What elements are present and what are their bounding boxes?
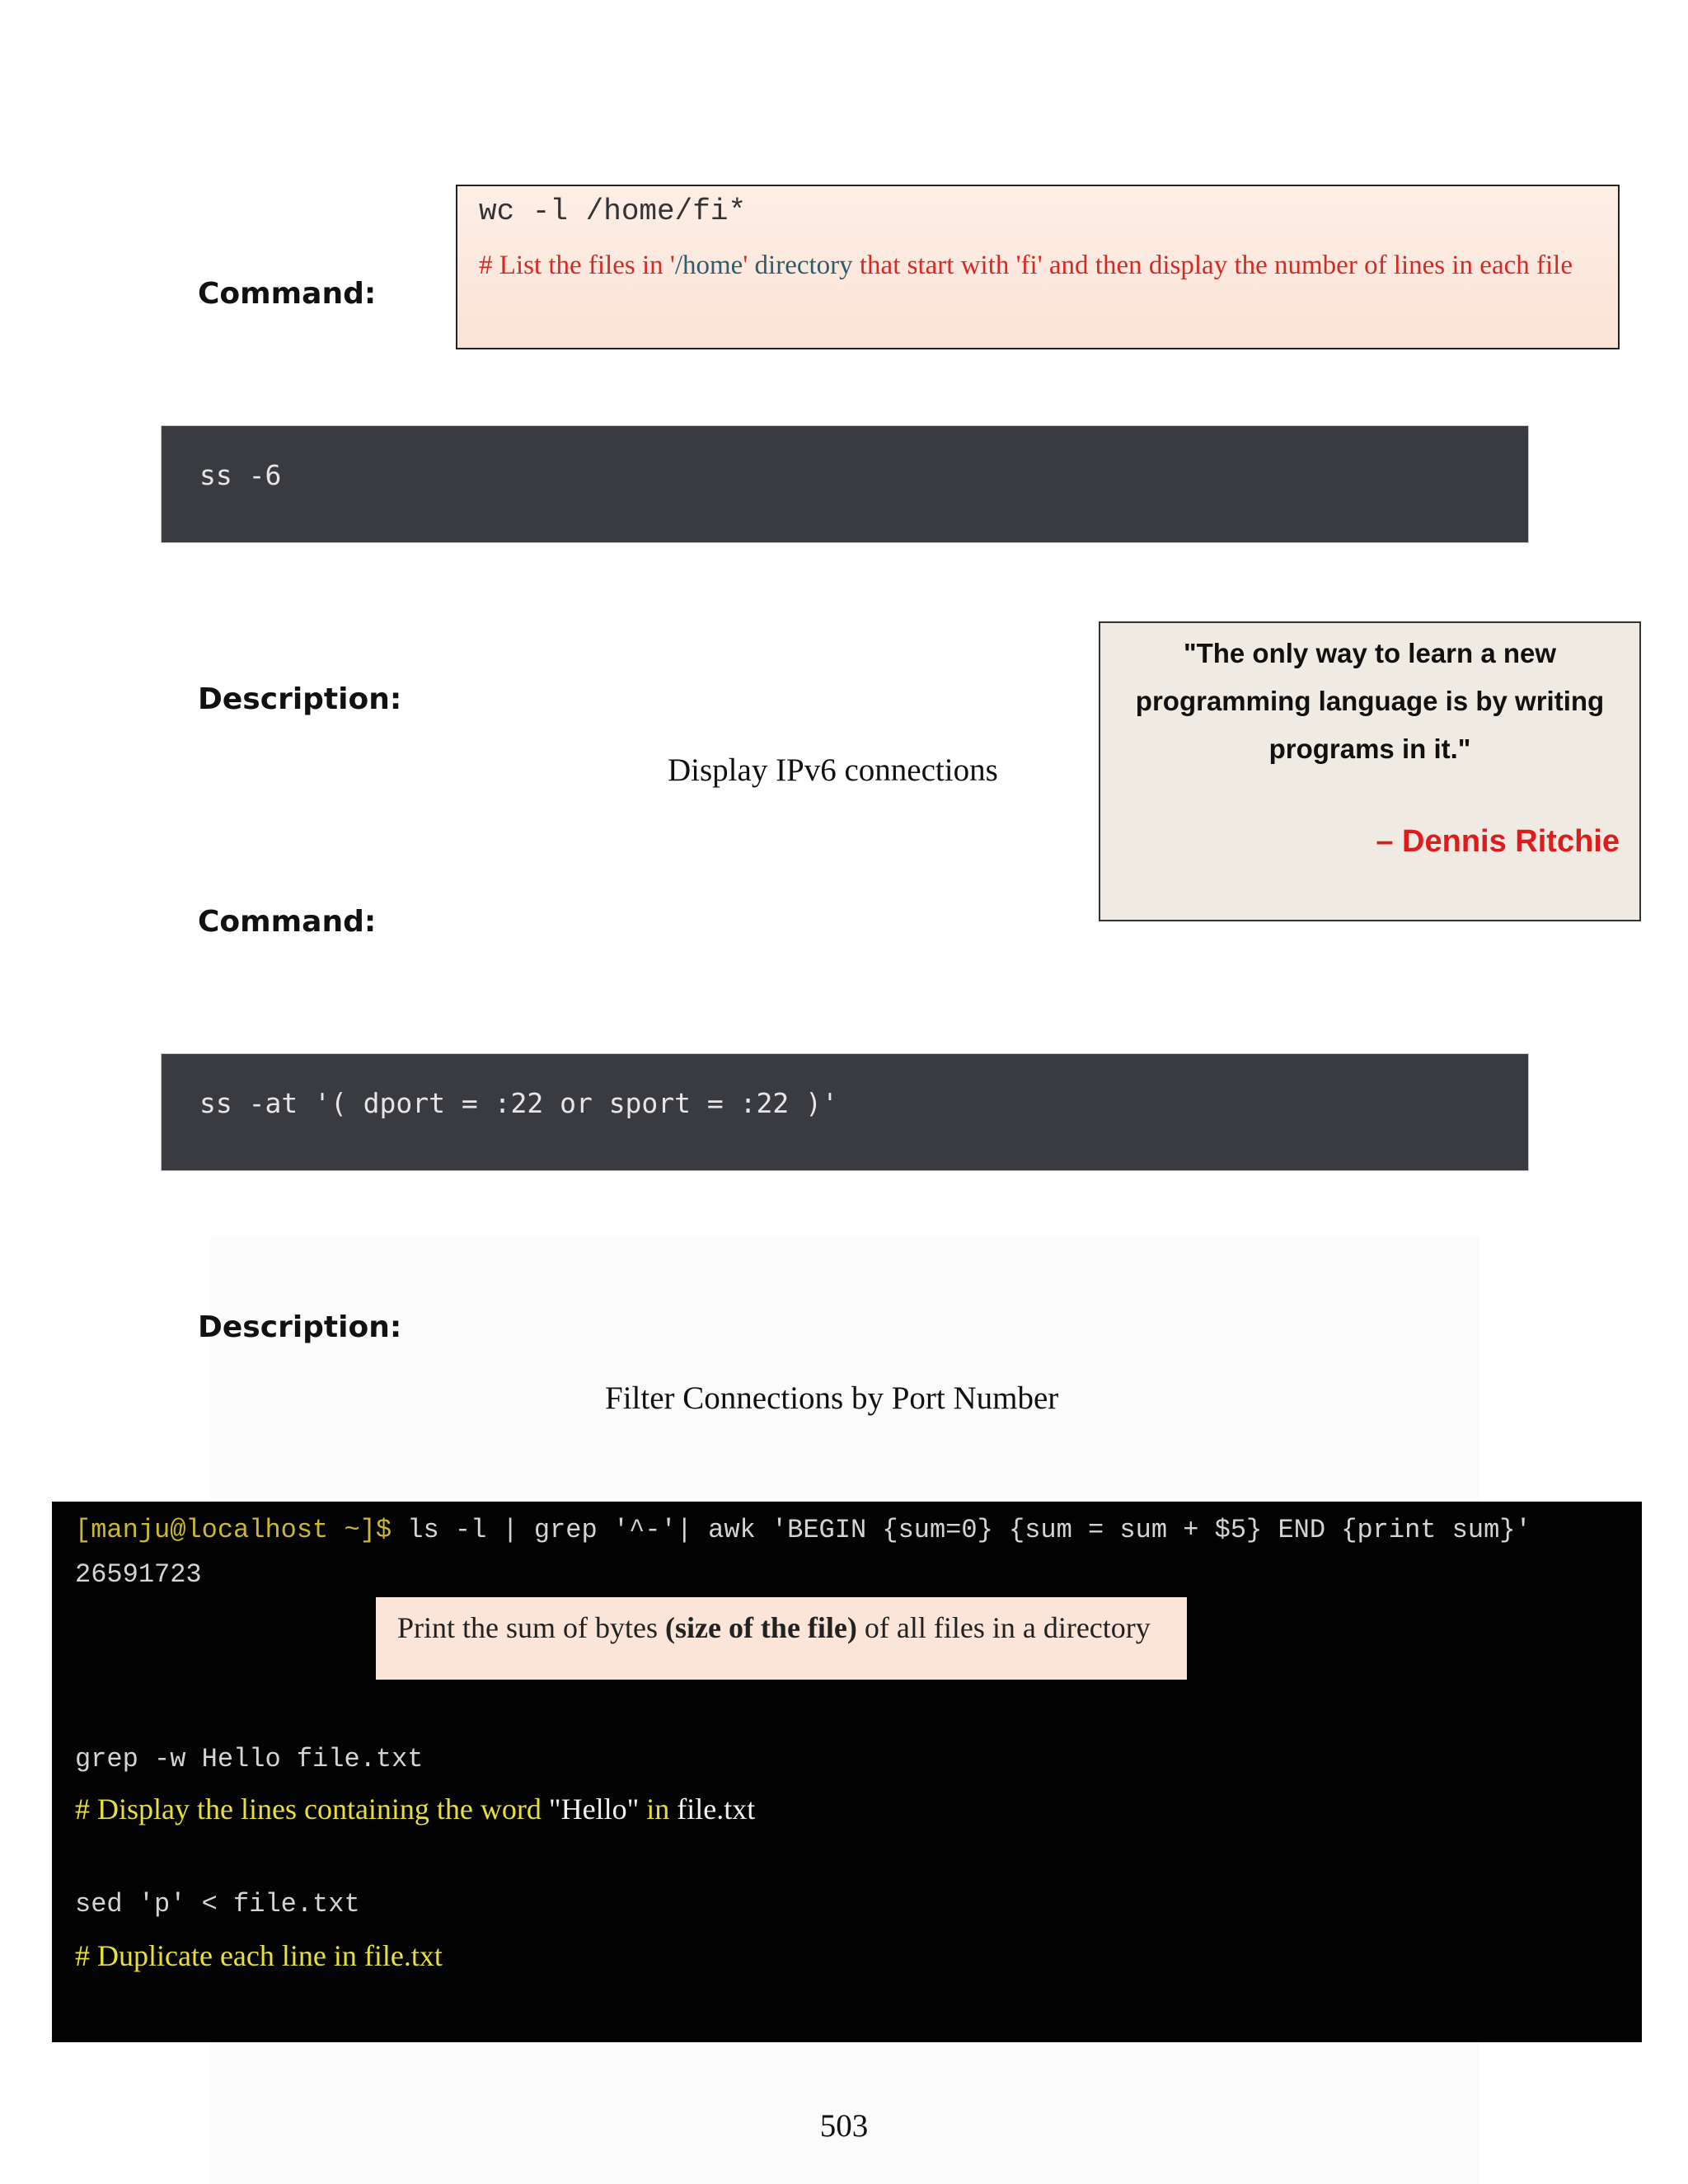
code-block-ipv6: [161, 425, 1529, 543]
sed-comment: # Duplicate each line in file.txt: [75, 1939, 443, 1972]
grep-command: grep -w Hello file.txt: [75, 1744, 424, 1774]
command-label-1: Command:: [198, 277, 377, 311]
description-label-1: Description:: [198, 682, 402, 716]
description-text-1: Display IPv6 connections: [668, 752, 998, 788]
terminal-note: Print the sum of bytes (size of the file) of all files in a directory: [376, 1597, 1187, 1680]
command-box: [456, 185, 1620, 349]
quote-box: [1099, 621, 1641, 921]
command-comment: # List the files in '/home' directory that start with 'fi' and then display the number of lines in each file: [479, 251, 1573, 280]
grep-comment: # Display the lines containing the word "Hello" in file.txt: [75, 1793, 756, 1825]
quote-text: "The only way to learn a new programming language is by writing programs in it.": [1135, 638, 1605, 764]
description-text-2: Filter Connections by Port Number: [605, 1380, 1059, 1416]
sed-command: sed 'p' < file.txt: [75, 1889, 360, 1919]
quote-author: – Dennis Ritchie: [1376, 824, 1620, 859]
code-text: ss -at '( dport = :22 or sport = :22 )': [199, 1087, 838, 1119]
terminal-block: [52, 1502, 1642, 2042]
terminal-command-line: [manju@localhost ~]$ ls -l | grep '^-'| awk 'BEGIN {sum=0} {sum = sum + $5} END {print sum}': [75, 1515, 1531, 1545]
page-number: 503: [819, 2108, 869, 2144]
terminal-output: 26591723: [75, 1559, 202, 1590]
command-label-2: Command:: [198, 905, 377, 939]
description-label-2: Description:: [198, 1310, 402, 1344]
code-text: ss -6: [199, 459, 282, 491]
code-block-port: [161, 1053, 1529, 1171]
command-text: wc -l /home/fi*: [479, 194, 747, 228]
